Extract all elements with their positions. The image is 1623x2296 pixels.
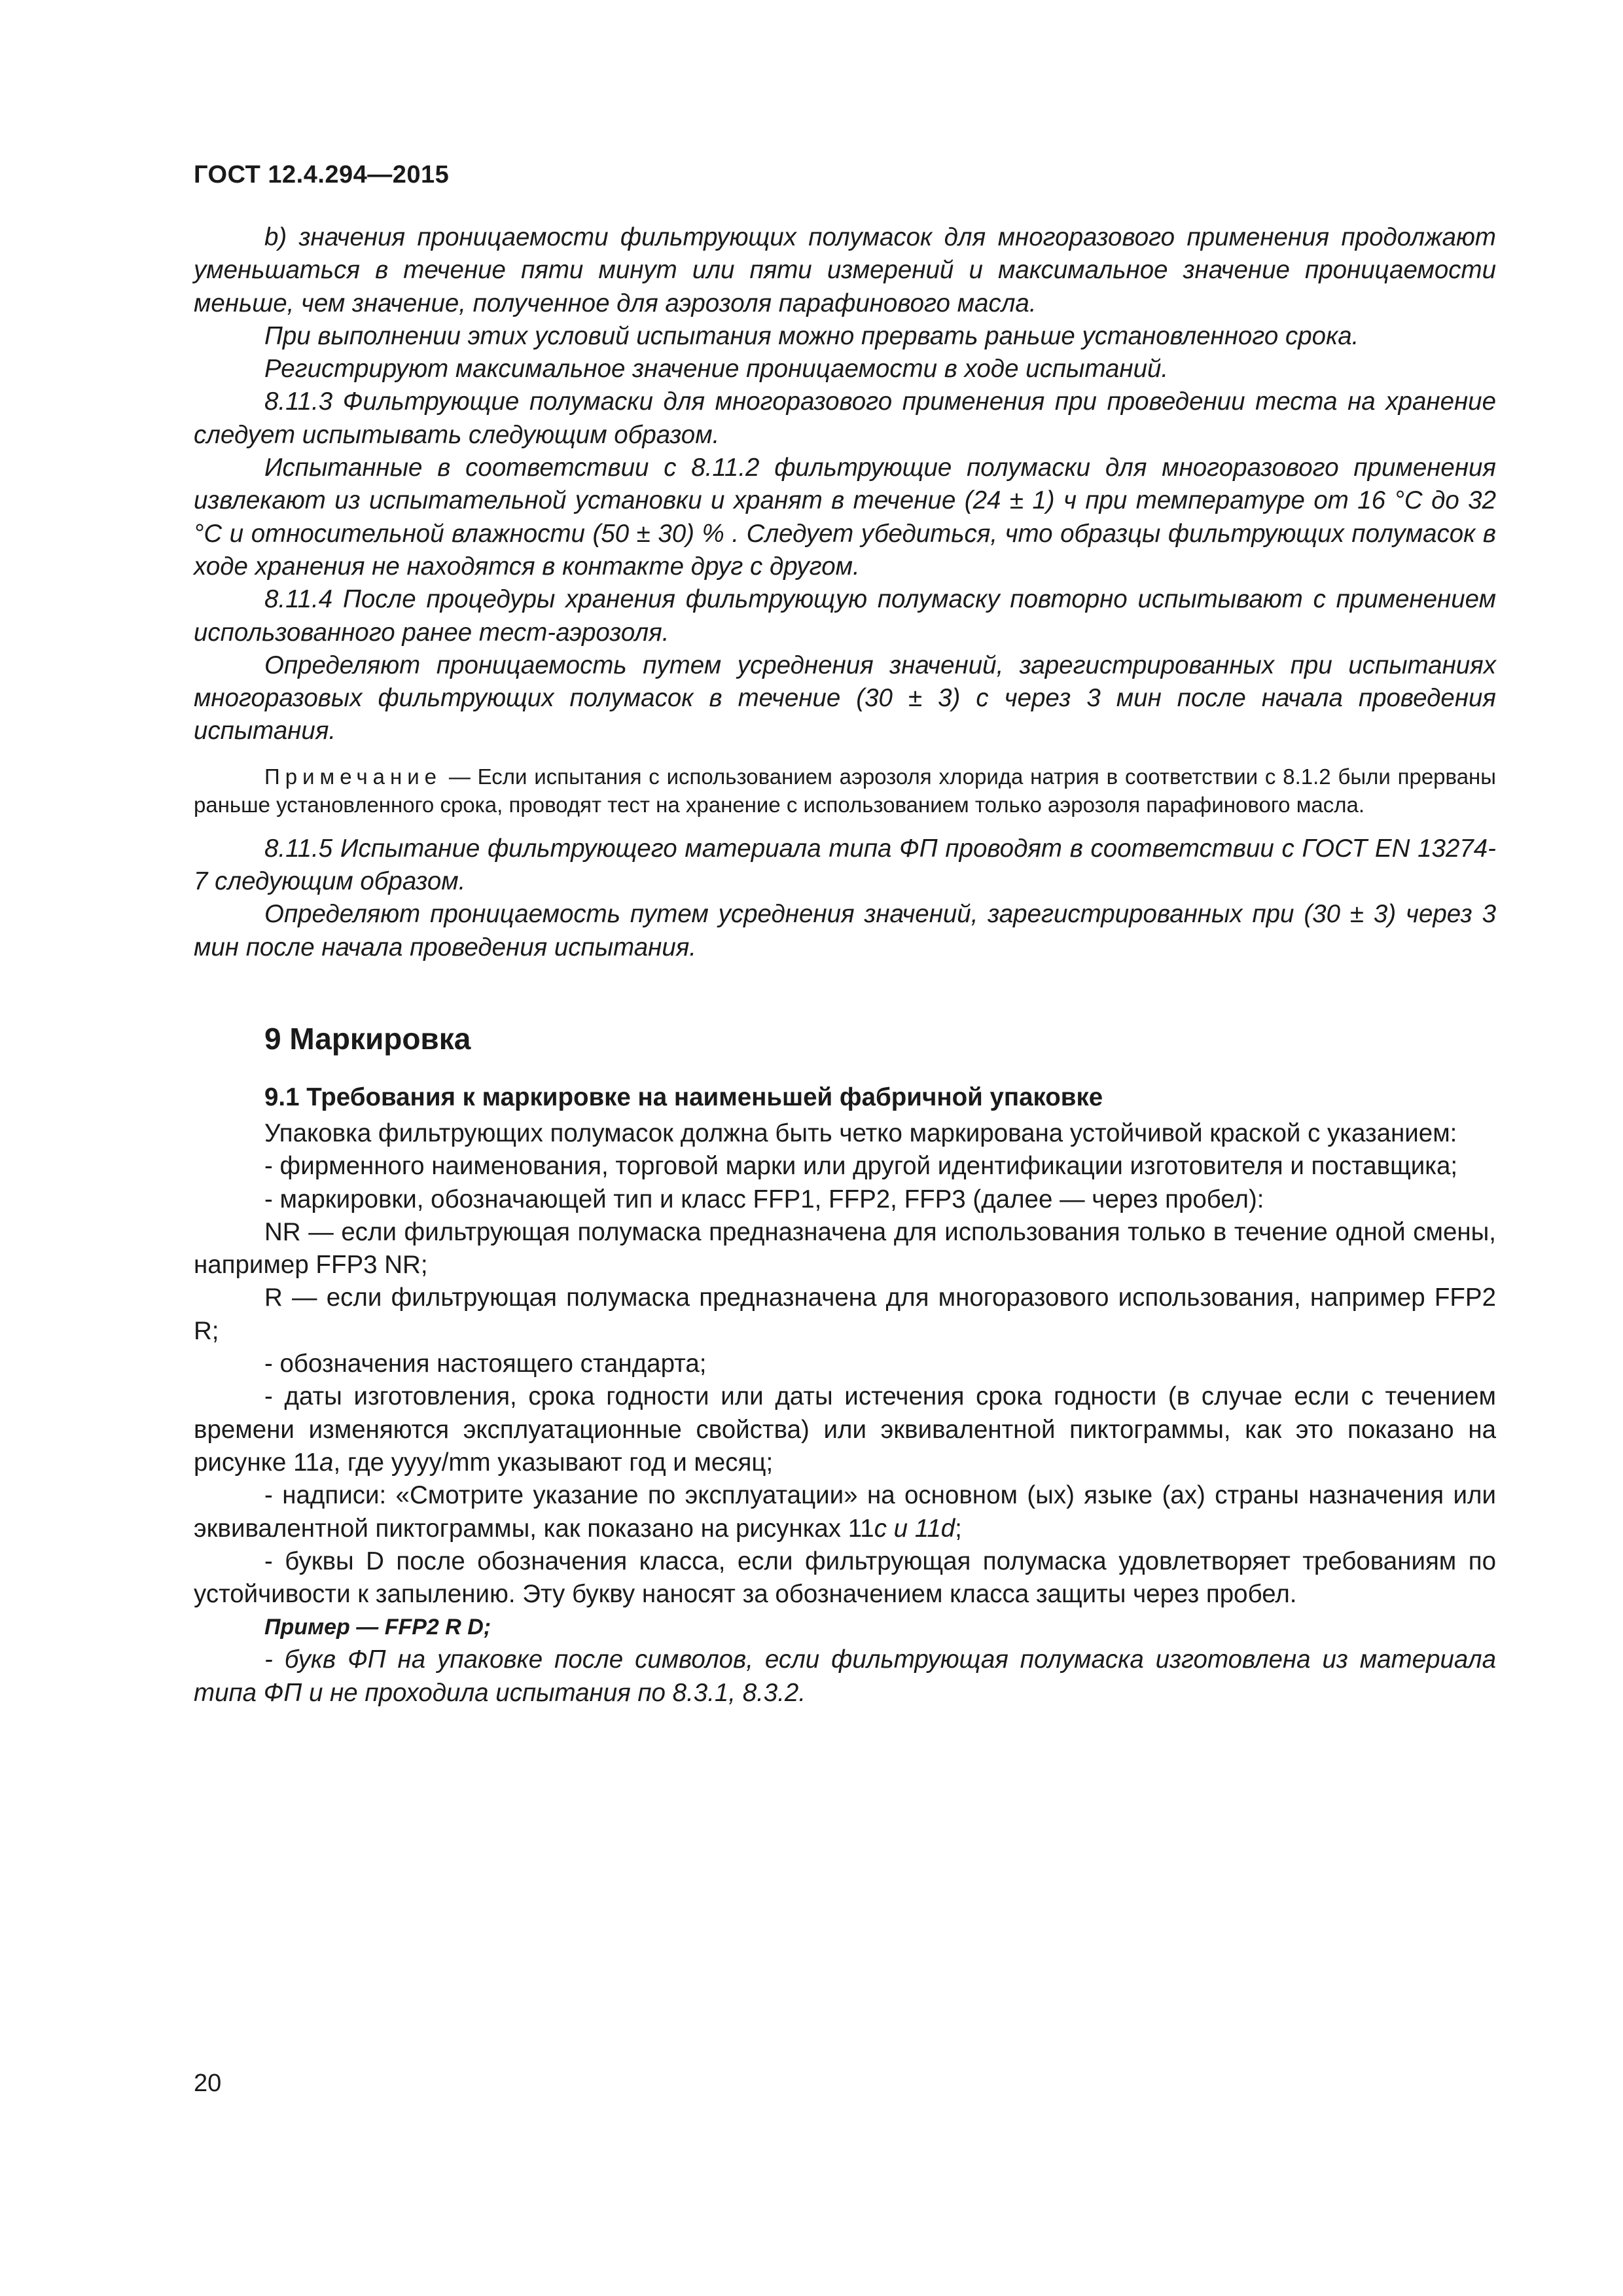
document-body bbox=[194, 221, 1496, 1710]
page-header-standard-id: ГОСТ 12.4.294—2015 bbox=[194, 161, 450, 188]
list-item-date-text: - даты изготовления, срока годности или даты истечения срока годности (в случае если с течением времени изменяются эксплуатационные свойства) или эквивалентной пиктограммы, как это показано на рисунке 11 bbox=[194, 1382, 1496, 1477]
paragraph-storage-conditions: Испытанные в соответствии с 8.11.2 фильтрующие полумаски для многоразового применения извлекают из испытательной установки и хранят в течение (24 ± 1) ч при температуре от 16 °С до 32 °С и относительной влажности (50 ± 30) % . Следует убедиться, что образцы фильтрующих полумасок в ходе хранения не находятся в контакте друг с другом. bbox=[194, 454, 1496, 581]
list-item-date bbox=[194, 1380, 1496, 1479]
page-number: 20 bbox=[194, 2070, 222, 2097]
list-item-standard: - обозначения настоящего стандарта; bbox=[264, 1350, 707, 1378]
note-block bbox=[194, 762, 1496, 819]
marking-r: R — если фильтрующая полумаска предназначена для многоразового использования, например FFP2 R; bbox=[194, 1283, 1496, 1345]
list-item-d-letter: - буквы D после обозначения класса, если фильтрующая полумаска удовлетворяет требованиям по устойчивости к запылению. Эту букву наносят за обозначением класса защиты через пробел. bbox=[194, 1547, 1496, 1609]
paragraph-8-11-5: 8.11.5 Испытание фильтрующего материала типа ФП проводят в соответствии с ГОСТ EN 13274-7 следующим образом. bbox=[194, 834, 1496, 896]
marking-intro: Упаковка фильтрующих полумасок должна быть четко маркирована устойчивой краской с указанием: bbox=[264, 1119, 1457, 1147]
list-item-notice-end: ; bbox=[955, 1514, 962, 1543]
list-item-notice bbox=[194, 1479, 1496, 1545]
paragraph-8-11-3: 8.11.3 Фильтрующие полумаски для многоразового применения при проведении теста на хранение следует испытывать следующим образом. bbox=[194, 387, 1496, 449]
paragraph-averaging: Определяют проницаемость путем усреднения значений, зарегистрированных при испытаниях многоразовых фильтрующих полумасок в течение (30 ± 3) с через 3 мин после начала проведения испытания. bbox=[194, 651, 1496, 745]
figure-ref-11c-11d: с и 11d bbox=[874, 1514, 955, 1543]
list-item-date-text-end: , где уууу/mm указывают год и месяц; bbox=[333, 1448, 774, 1477]
note-text: — Если испытания с использованием аэрозоля хлорида натрия в соответствии с 8.1.2 были прерваны раньше установленного срока, проводят тест на хранение с использованием только аэрозоля парафинового масла. bbox=[194, 764, 1496, 817]
example-ffp2-r-d: Пример — FFP2 R D; bbox=[264, 1615, 491, 1640]
list-item-fp-letters: - букв ФП на упаковке после символов, если фильтрующая полумаска изготовлена из материала типа ФП и не проходила испытания по 8.3.1, 8.3.2. bbox=[194, 1645, 1496, 1707]
paragraph-b-item: b) значения проницаемости фильтрующих полумасок для многоразового применения продолжают уменьшаться в течение пяти минут или пяти измерений и максимальное значение проницаемости меньше, чем значение, полученное для аэрозоля парафинового масла. bbox=[194, 223, 1496, 317]
subsection-title: 9.1 Требования к маркировке на наименьшей фабричной упаковке bbox=[264, 1083, 1103, 1111]
list-item-type-class: - маркировки, обозначающей тип и класс FFP1, FFP2, FFP3 (далее — через пробел): bbox=[264, 1185, 1264, 1213]
note-label: Примечание bbox=[264, 764, 442, 789]
paragraph-early-stop: При выполнении этих условий испытания можно прервать раньше установленного срока. bbox=[264, 321, 1359, 350]
marking-nr: NR — если фильтрующая полумаска предназначена для использования только в течение одной смены, например FFP3 NR; bbox=[194, 1217, 1496, 1280]
section-title: 9 Маркировка bbox=[264, 1021, 471, 1056]
figure-ref-11a: а bbox=[319, 1448, 334, 1477]
paragraph-permeability-fp: Определяют проницаемость путем усреднения значений, зарегистрированных при (30 ± 3) через 3 мин после начала проведения испытания. bbox=[194, 900, 1496, 961]
paragraph-register-max: Регистрируют максимальное значение проницаемости в ходе испытаний. bbox=[264, 355, 1169, 384]
list-item-notice-text: - надписи: «Смотрите указание по эксплуатации» на основном (ых) языке (ах) страны назначения или эквивалентной пиктограммы, как показано на рисунках 11 bbox=[194, 1481, 1496, 1543]
paragraph-8-11-4: 8.11.4 После процедуры хранения фильтрующую полумаску повторно испытывают с применением использованного ранее тест-аэрозоля. bbox=[194, 585, 1496, 647]
list-item-manufacturer: - фирменного наименования, торговой марки или другой идентификации изготовителя и поставщика; bbox=[264, 1152, 1458, 1181]
